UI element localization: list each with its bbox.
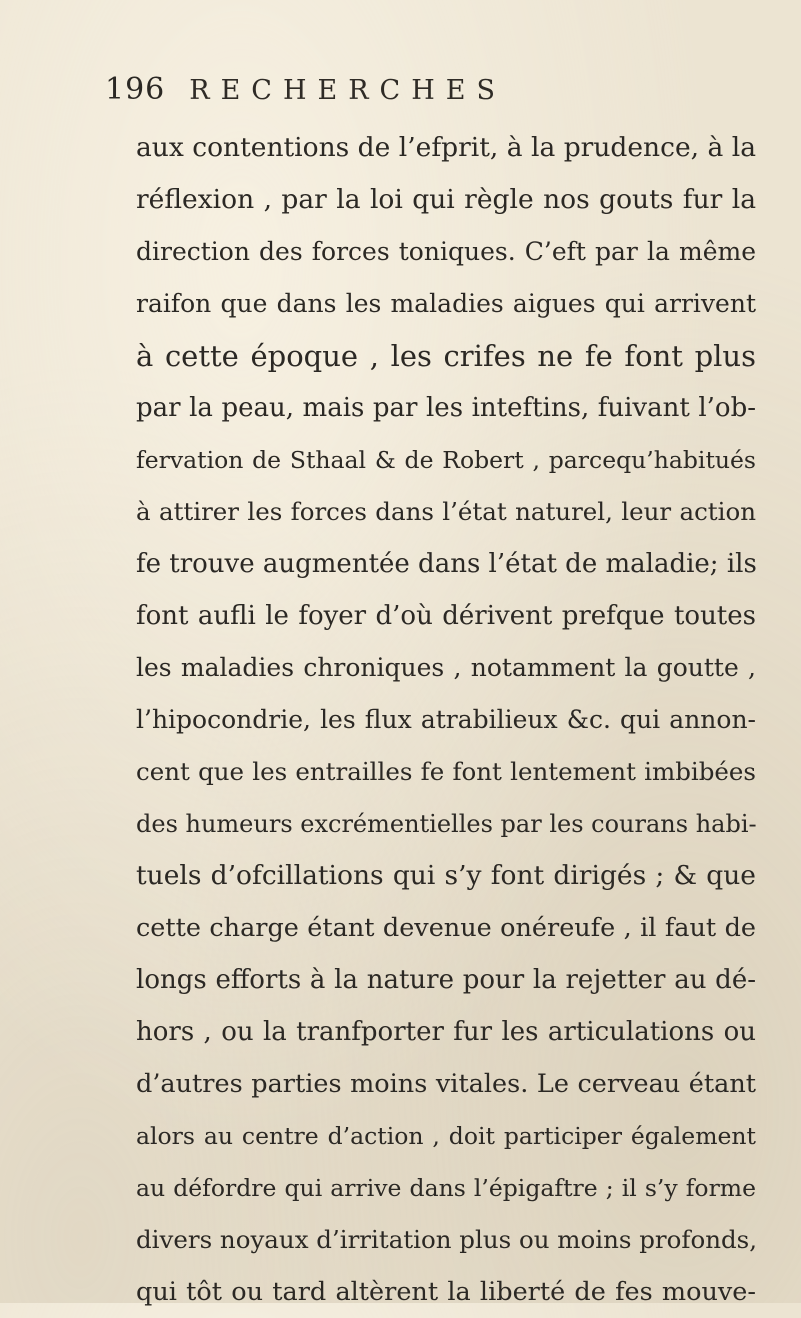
- text-line: les maladies chroniques , notamment la goutte ,: [136, 653, 756, 682]
- text-line: hors , ou la tranfporter fur les articulations ou: [136, 1017, 756, 1047]
- text-line: au défordre qui arrive dans l’épigaftre ; il s’y forme: [136, 1174, 756, 1202]
- text-line: cette charge étant devenue onéreufe , il faut de: [136, 913, 756, 943]
- text-line: aux contentions de l’efprit, à la prudence, à la: [136, 132, 756, 163]
- text-line: qui tôt ou tard altèrent la liberté de fes mouve-: [136, 1277, 756, 1307]
- text-line: cent que les entrailles fe font lentement imbibées: [136, 757, 756, 786]
- text-line: alors au centre d’action , doit participer également: [136, 1122, 756, 1150]
- text-line: l’hipocondrie, les flux atrabilieux &c. qui annon-: [136, 705, 756, 734]
- text-line: tuels d’ofcillations qui s’y font dirigés ; & que: [136, 860, 756, 891]
- running-title: RECHERCHES: [189, 75, 506, 106]
- text-line: divers noyaux d’irritation plus ou moins profonds,: [136, 1225, 758, 1254]
- text-line: fe trouve augmentée dans l’état de maladie; ils: [136, 549, 757, 579]
- text-line: longs efforts à la nature pour la rejetter au dé-: [136, 965, 756, 995]
- text-line: des humeurs excrémentielles par les courans habi-: [136, 810, 757, 838]
- text-line: à attirer les forces dans l’état naturel, leur action: [136, 497, 756, 526]
- running-head: [105, 72, 506, 112]
- text-line: réflexion , par la loi qui règle nos gouts fur la: [136, 184, 756, 215]
- text-line: direction des forces toniques. C’eft par la même: [136, 237, 756, 266]
- text-line: fervation de Sthaal & de Robert , parcequ’habitués: [136, 446, 756, 474]
- text-line: d’autres parties moins vitales. Le cerveau étant: [136, 1069, 756, 1099]
- page-number: 196: [105, 72, 166, 107]
- text-line: par la peau, mais par les inteftins, fuivant l’ob-: [136, 393, 756, 423]
- text-line: font aufli le foyer d’où dérivent prefque toutes: [136, 601, 756, 631]
- text-line: à cette époque , les crifes ne fe font plus: [136, 339, 756, 373]
- text-line: raifon que dans les maladies aigues qui arrivent: [136, 289, 756, 318]
